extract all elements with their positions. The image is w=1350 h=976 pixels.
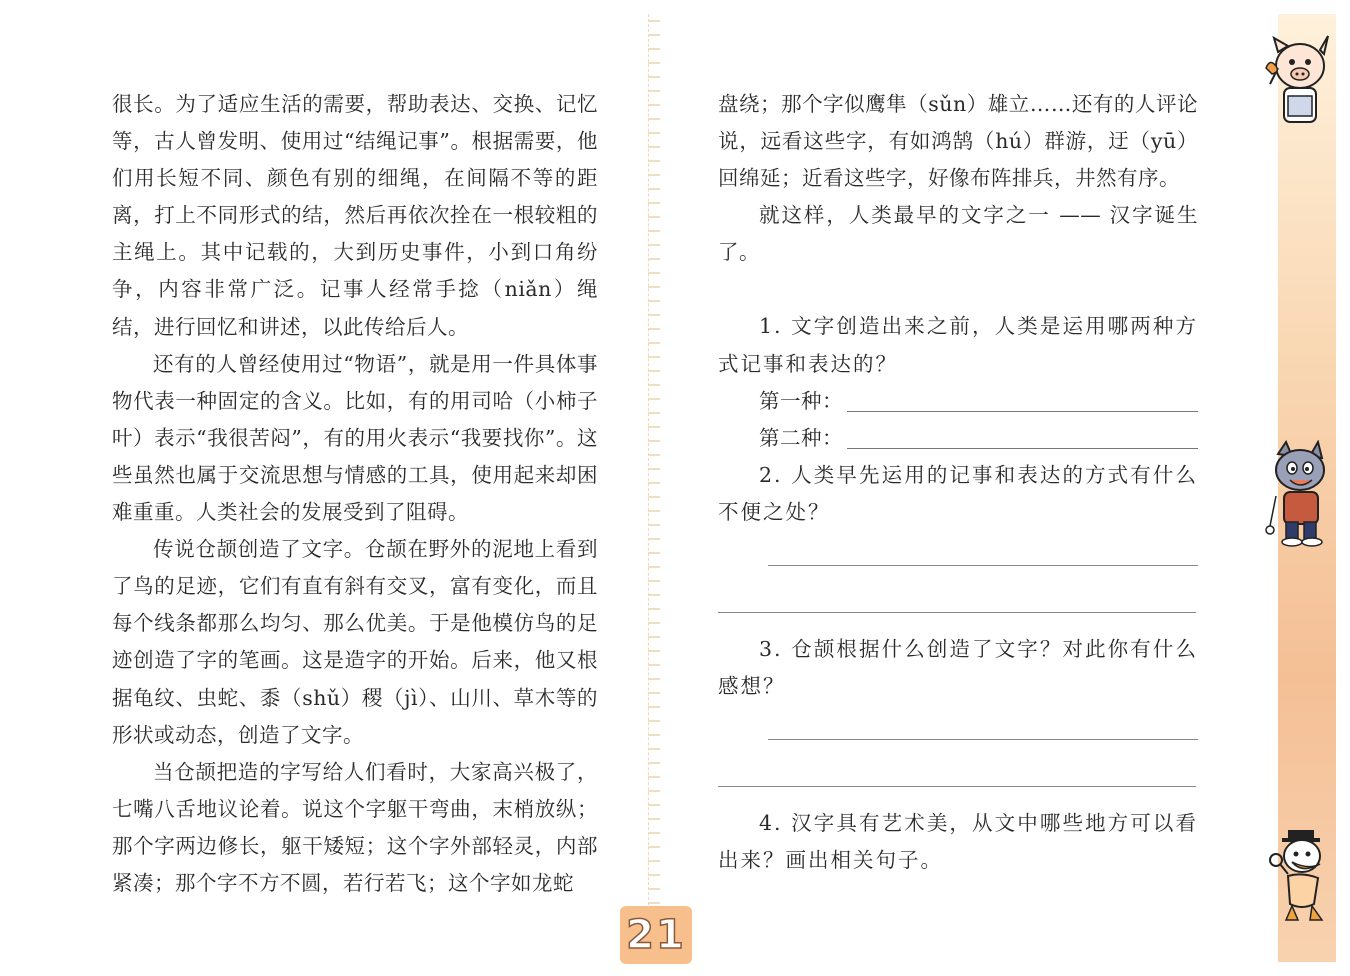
question-1: 1. 文字创造出来之前，人类是运用哪两种方式记事和表达的？	[718, 314, 1198, 376]
answer-line[interactable]	[718, 584, 1196, 613]
question-2: 2. 人类早先运用的记事和表达的方式有什么不便之处？	[718, 462, 1198, 524]
page-number: 21	[620, 906, 692, 964]
paragraph: 就这样，人类最早的文字之一 —— 汉字诞生了。	[718, 203, 1198, 265]
paragraph: 当仓颉把造的字写给人们看时，大家高兴极了，七嘴八舌地议论着。说这个字躯干弯曲，末梢放纵；那个字两边修长，躯干矮短；这个字外部轻灵，内部紧凑；那个字不方不圆，若行若飞；这个字如龙蛇	[112, 759, 598, 895]
left-text-block	[112, 86, 598, 902]
question-4: 4. 汉字具有艺术美，从文中哪些地方可以看出来？画出相关句子。	[718, 811, 1198, 873]
answer-line[interactable]	[718, 758, 1196, 787]
pig-mascot-icon	[1256, 32, 1340, 132]
paragraph: 还有的人曾经使用过“物语”，就是用一件具体事物代表一种固定的含义。比如，有的用司哈（小柿子叶）表示“我很苦闷”，有的用火表示“我要找你”。这些虽然也属于交流思想与情感的工具，使用起来却困难重重。人类社会的发展受到了阻碍。	[112, 351, 598, 525]
answer-row-first	[759, 383, 1198, 420]
paragraph: 传说仓颉创造了文字。仓颉在野外的泥地上看到了鸟的足迹，它们有直有斜有交叉，富有变化，而且每个线条都那么均匀、那么优美。于是他模仿鸟的足迹创造了字的笔画。这是造字的开始。后来，他又根据龟纹、虫蛇、黍（shǔ）稷（jì）、山川、草木等的形状或动态，创造了文字。	[112, 537, 598, 747]
paragraph: 盘绕；那个字似鹰隼（sǔn）雄立……还有的人评论说，远看这些字，有如鸿鹄（hú）群游，迂（yū）回绵延；近看这些字，好像布阵排兵，井然有序。	[718, 92, 1198, 191]
answer-line[interactable]	[768, 537, 1198, 566]
answer-blank-first[interactable]	[847, 385, 1198, 412]
left-page	[0, 0, 652, 976]
answer-blank-second[interactable]	[847, 422, 1198, 449]
answer-label-second: 第二种：	[759, 425, 843, 450]
right-page	[660, 0, 1350, 976]
question-3: 3. 仓颉根据什么创造了文字？对此你有什么感想？	[718, 637, 1198, 699]
paragraph: 很长。为了适应生活的需要，帮助表达、交换、记忆等，古人曾发明、使用过“结绳记事”。根据需要，他们用长短不同、颜色有别的细绳，在间隔不等的距离，打上不同形式的结，然后再依次拴在一根较粗的主绳上。其中记载的，大到历史事件，小到口角纷争，内容非常广泛。记事人经常手捻（niǎn）绳结，进行回忆和讲述，以此传给后人。	[112, 92, 598, 339]
duck-mascot-icon	[1262, 826, 1342, 926]
right-text-block	[718, 86, 1198, 879]
answer-row-second	[759, 420, 1198, 457]
answer-label-first: 第一种：	[759, 388, 843, 413]
wolf-mascot-icon	[1252, 440, 1344, 550]
answer-line[interactable]	[768, 711, 1198, 740]
